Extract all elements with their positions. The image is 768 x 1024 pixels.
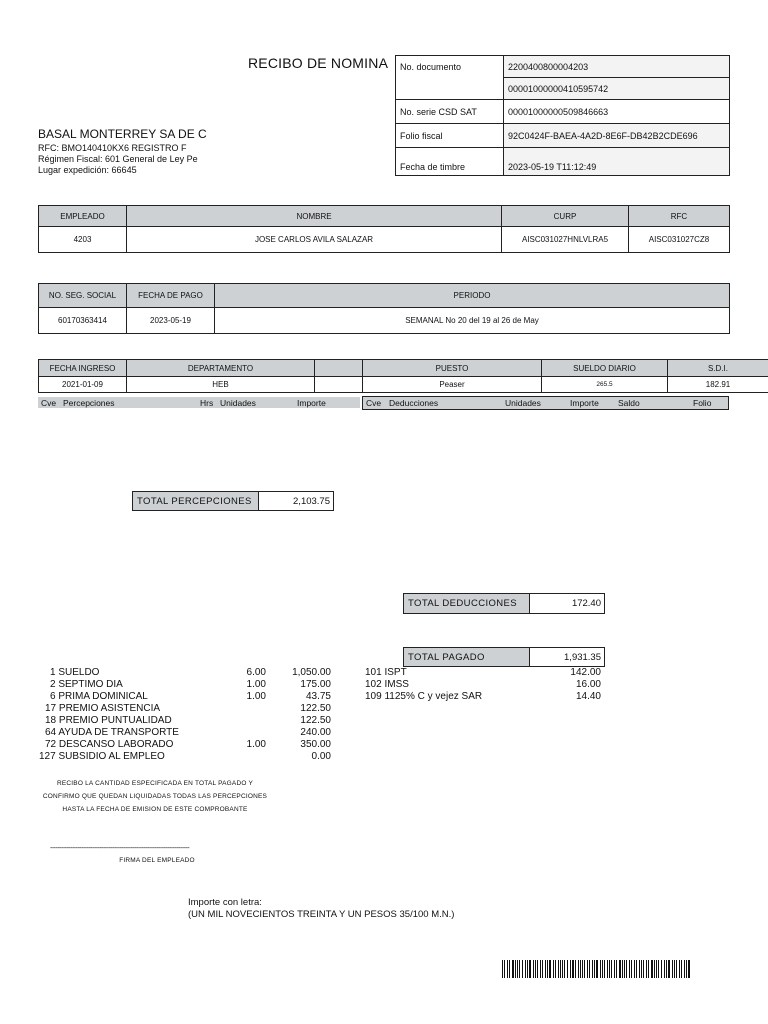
folio-value: 92C0424F-BAEA-4A2D-8E6F-DB42B2CDE696 — [504, 124, 730, 148]
employee-table — [38, 205, 730, 253]
barcode-bar — [553, 960, 554, 978]
barcode-bar — [664, 960, 665, 978]
header-nombre: NOMBRE — [127, 206, 502, 227]
saldo-label: Saldo — [618, 398, 640, 408]
cell-nombre: JOSE CARLOS AVILA SALAZAR — [127, 227, 502, 253]
importe-letra-value: (UN MIL NOVECIENTOS TREINTA Y UN PESOS 35/100 M.N.) — [188, 909, 455, 920]
folio-label: Folio — [693, 398, 712, 408]
total-deducciones-label: TOTAL DEDUCCIONES — [403, 593, 530, 614]
barcode-bar — [651, 960, 653, 978]
perc-cve-label: Cve — [41, 397, 57, 408]
barcode-bar — [686, 960, 687, 978]
barcode-bar — [572, 960, 574, 978]
amount-cell: 1,050.00 — [292, 667, 331, 678]
info-row-serie — [396, 100, 730, 124]
list-item: 109 1125% C y vejez SAR — [365, 691, 483, 702]
job-table — [38, 359, 768, 393]
company-regimen: Régimen Fiscal: 601 General de Ley Pe — [38, 154, 198, 164]
barcode-bar — [631, 960, 632, 978]
total-deducciones-value: 172.40 — [530, 593, 605, 614]
timbre-value: 2023-05-19 T11:12:49 — [504, 148, 730, 176]
barcode-bar — [629, 960, 630, 978]
period-table — [38, 283, 730, 334]
company-block — [38, 127, 216, 175]
serie-value: 00001000000509846663 — [504, 100, 730, 124]
cell-curp: AISC031027HNLVLRA5 — [502, 227, 629, 253]
barcode-bar — [529, 960, 531, 978]
units-cell: 1.00 — [246, 691, 266, 702]
table-row — [39, 227, 730, 253]
units-cell — [226, 751, 266, 763]
documento-label: No. documento — [396, 56, 504, 100]
header-empleado: EMPLEADO — [39, 206, 127, 227]
barcode-bar — [636, 960, 637, 978]
info-row-documento — [396, 56, 730, 78]
barcode-bar — [512, 960, 514, 978]
percepciones-header — [38, 397, 360, 408]
receipt-line: HASTA LA FECHA DE EMISION DE ESTE COMPROBANTE — [62, 806, 248, 813]
barcode-bar — [578, 960, 579, 978]
folio-label: Folio fiscal — [396, 124, 504, 148]
deducciones-label: Deducciones — [389, 398, 439, 408]
cell-blank — [315, 377, 363, 393]
detail-header-bar — [38, 396, 729, 410]
header-fecha-ingreso: FECHA INGRESO — [39, 360, 127, 377]
deducciones-amounts — [548, 667, 601, 703]
company-name: BASAL MONTERREY SA DE C — [38, 127, 207, 141]
header-sueldo-diario: SUELDO DIARIO — [542, 360, 668, 377]
barcode-bar — [646, 960, 647, 978]
ded-importe-label: Importe — [570, 398, 599, 408]
units-cell: 6.00 — [246, 667, 266, 678]
list-item: 127 SUBSIDIO AL EMPLEO — [39, 751, 165, 762]
header-periodo: PERIODO — [215, 284, 730, 308]
receipt-line: CONFIRMO QUE QUEDAN LIQUIDADAS TODAS LAS PERCEPCIONES — [42, 793, 268, 800]
barcode-bar — [624, 960, 625, 978]
total-percepciones-label: TOTAL PERCEPCIONES — [132, 491, 259, 511]
barcode-bar — [575, 960, 576, 978]
timbre-label: Fecha de timbre — [396, 148, 504, 176]
list-item: 72 DESCANSO LABORADO — [45, 739, 174, 750]
header-sdi: S.D.I. — [668, 360, 768, 377]
barcode-bar — [502, 960, 503, 978]
document-info-table — [395, 55, 730, 176]
barcode-bar — [674, 960, 675, 978]
list-item: 64 AYUDA DE TRANSPORTE — [45, 727, 179, 738]
barcode-bar — [609, 960, 610, 978]
barcode-bar — [540, 960, 541, 978]
barcode-bar — [643, 960, 644, 978]
documento-value: 2200400800004203 — [504, 56, 730, 78]
amount-cell: 0.00 — [311, 751, 331, 762]
unidades-label: Unidades — [220, 397, 256, 408]
list-item: 17 PREMIO ASISTENCIA — [45, 703, 161, 714]
barcode-bar — [549, 960, 551, 978]
info-row-timbre — [396, 148, 730, 176]
header-departamento: DEPARTAMENTO — [127, 360, 315, 377]
barcode-bar — [562, 960, 563, 978]
barcode-bar — [607, 960, 608, 978]
page-title: RECIBO DE NOMINA — [248, 55, 389, 71]
amount-cell: 16.00 — [575, 679, 601, 690]
cell-seg-social: 60170363414 — [39, 308, 127, 334]
barcode-bar — [658, 960, 659, 978]
total-percepciones-value: 2,103.75 — [259, 491, 334, 511]
barcode-bar — [611, 960, 612, 978]
barcode-bar — [668, 960, 670, 978]
importe-letra — [188, 897, 454, 921]
barcode-bar — [648, 960, 649, 978]
units-cell — [226, 727, 266, 739]
list-item: 18 PREMIO PUNTUALIDAD — [45, 715, 172, 726]
barcode-bar — [537, 960, 538, 978]
barcode-bar — [622, 960, 623, 978]
barcode-bar — [567, 960, 568, 978]
header-rfc: RFC — [629, 206, 730, 227]
barcode-bar — [564, 960, 565, 978]
amount-cell: 14.40 — [575, 691, 601, 702]
header-blank — [315, 360, 363, 377]
barcode-bar — [672, 960, 673, 978]
barcode-bar — [676, 960, 677, 978]
receipt-line: RECIBO LA CANTIDAD ESPECIFICADA EN TOTAL PAGADO Y — [56, 780, 254, 787]
barcode-bar — [584, 960, 585, 978]
barcode-bar — [592, 960, 593, 978]
documento-value-2: 00001000000410595742 — [504, 78, 730, 100]
barcode-bar — [535, 960, 536, 978]
total-pagado-box — [403, 647, 605, 667]
barcode-bar — [545, 960, 546, 978]
receipt-statement — [30, 777, 280, 816]
amount-cell: 350.00 — [300, 739, 331, 750]
amount-cell: 43.75 — [305, 691, 331, 702]
company-rfc: RFC: BMO140410KX6 REGISTRO F — [38, 143, 187, 153]
header-fecha-pago: FECHA DE PAGO — [127, 284, 215, 308]
barcode-bar — [604, 960, 605, 978]
barcode-icon — [502, 960, 694, 978]
barcode-bar — [666, 960, 667, 978]
cell-sueldo-diario: 265.5 — [542, 377, 668, 393]
cell-rfc: AISC031027CZ8 — [629, 227, 730, 253]
percepciones-amounts — [278, 667, 331, 763]
barcode-bar — [515, 960, 516, 978]
barcode-bar — [525, 960, 526, 978]
list-item: 2 SEPTIMO DIA — [50, 679, 123, 690]
barcode-bar — [589, 960, 590, 978]
ded-cve-label: Cve — [366, 398, 382, 408]
cell-fecha-ingreso: 2021-01-09 — [39, 377, 127, 393]
list-item: 101 ISPT — [365, 667, 407, 678]
barcode-bar — [634, 960, 635, 978]
barcode-bar — [688, 960, 690, 978]
barcode-bar — [560, 960, 561, 978]
importe-label: Importe — [297, 397, 326, 408]
list-item: 1 SUELDO — [50, 667, 100, 678]
barcode-bar — [533, 960, 534, 978]
units-cell: 1.00 — [246, 739, 266, 750]
barcode-bar — [504, 960, 505, 978]
firma-line: ---------------------------------------------------------------------------- — [50, 845, 190, 852]
amount-cell: 122.50 — [300, 703, 331, 714]
hrs-label: Hrs — [200, 397, 214, 408]
barcode-bar — [596, 960, 598, 978]
list-item: 102 IMSS — [365, 679, 409, 690]
barcode-bar — [527, 960, 528, 978]
cell-empleado: 4203 — [39, 227, 127, 253]
barcode-bar — [656, 960, 657, 978]
amount-cell: 122.50 — [300, 715, 331, 726]
barcode-bar — [542, 960, 543, 978]
info-row-folio — [396, 124, 730, 148]
barcode-bar — [619, 960, 621, 978]
barcode-bar — [681, 960, 682, 978]
barcode-bar — [594, 960, 595, 978]
barcode-bar — [582, 960, 583, 978]
amount-cell: 175.00 — [300, 679, 331, 690]
cell-sdi: 182.91 — [668, 377, 768, 393]
barcode-bar — [602, 960, 603, 978]
percepciones-concepts — [38, 667, 179, 763]
barcode-bar — [639, 960, 640, 978]
firma-label: FIRMA DEL EMPLEADO — [119, 857, 195, 864]
barcode-bar — [641, 960, 642, 978]
units-cell: 1.00 — [246, 679, 266, 690]
barcode-bar — [517, 960, 518, 978]
cell-fecha-pago: 2023-05-19 — [127, 308, 215, 334]
barcode-bar — [519, 960, 520, 978]
serie-label: No. serie CSD SAT — [396, 100, 504, 124]
deducciones-header — [362, 396, 729, 410]
importe-letra-label: Importe con letra: — [188, 897, 262, 908]
total-deducciones-box — [403, 593, 605, 614]
header-puesto: PUESTO — [363, 360, 542, 377]
ded-unidades-label: Unidades — [505, 398, 541, 408]
table-row — [39, 377, 768, 393]
barcode-bar — [626, 960, 627, 978]
cell-puesto: Peaser — [363, 377, 542, 393]
header-seg-social: NO. SEG. SOCIAL — [39, 284, 127, 308]
barcode-bar — [616, 960, 617, 978]
company-lugar: Lugar expedición: 66645 — [38, 165, 137, 175]
barcode-bar — [614, 960, 615, 978]
total-pagado-label: TOTAL PAGADO — [403, 647, 530, 667]
barcode-bar — [600, 960, 601, 978]
header-curp: CURP — [502, 206, 629, 227]
units-cell — [226, 703, 266, 715]
barcode-bar — [587, 960, 588, 978]
barcode-bar — [570, 960, 571, 978]
deducciones-concepts — [365, 667, 482, 703]
barcode-bar — [654, 960, 655, 978]
barcode-bar — [522, 960, 523, 978]
cell-periodo: SEMANAL No 20 del 19 al 26 de May — [215, 308, 730, 334]
barcode-bar — [547, 960, 548, 978]
barcode-bar — [558, 960, 559, 978]
total-pagado-value: 1,931.35 — [530, 647, 605, 667]
list-item: 6 PRIMA DOMINICAL — [50, 691, 148, 702]
barcode-bar — [684, 960, 685, 978]
cell-departamento: HEB — [127, 377, 315, 393]
barcode-bar — [509, 960, 510, 978]
amount-cell: 142.00 — [570, 667, 601, 678]
barcode-bar — [661, 960, 662, 978]
percepciones-label: Percepciones — [63, 397, 115, 408]
total-percepciones-box — [132, 491, 334, 511]
barcode-bar — [507, 960, 508, 978]
barcode-bar — [679, 960, 680, 978]
barcode-bar — [580, 960, 581, 978]
percepciones-units — [226, 667, 266, 763]
amount-cell: 240.00 — [300, 727, 331, 738]
table-row — [39, 308, 730, 334]
units-cell — [226, 715, 266, 727]
barcode-bar — [555, 960, 556, 978]
